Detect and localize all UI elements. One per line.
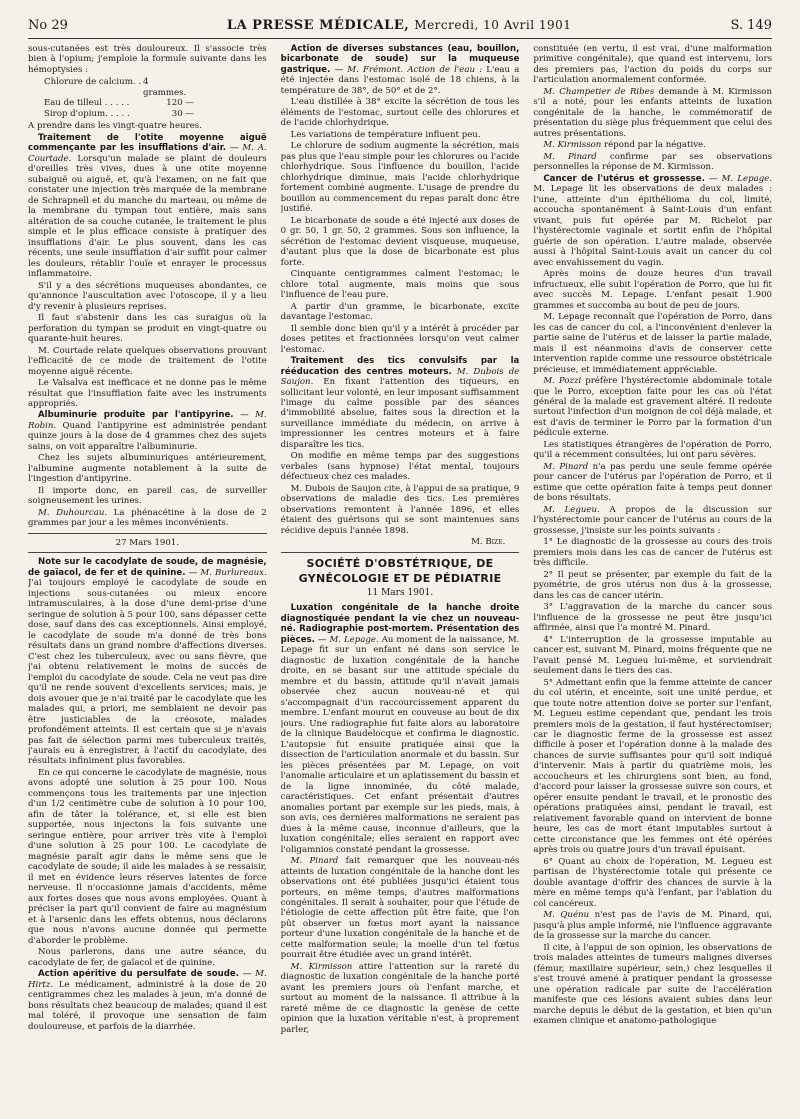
- article-columns: [28, 44, 772, 1111]
- paragraph: M. Kirmisson attire l'attention sur la rareté du diagnostic de luxation congénitale de la hanche porté avant les premiers jours où l'enfant marche, et surtout au moment de la naissance. Il attribue à la rareté même de ce diagnostic la genèse de cette opinion que la luxation véritable n'est, à proprement parler,: [280, 961, 520, 1035]
- article-author: M. Quénu: [543, 910, 590, 921]
- paragraph: 2° Il peut se présenter, par exemple du fait de la pyométrie, de gros utérus non dus à la grossesse, dans les cas de cancer utérin.: [533, 569, 773, 601]
- paragraph: M. Pinard fait remarquer que les nouveau-nés atteints de luxation congénitale de la hanche dont les observations ont été publiées jusqu'ici étaient tous porteurs, en même temps, d'autres malformations congénitales. Il serait à souhaiter, pour que l'étude de l'étiologie de cette affection pût être faite, que l'on pût observer un fœtus mort ayant la naissance porteur d'une luxation congénitale de la hanche et de cette malformation seule; la moelle d'un tel fœtus pourrait être étudiée avec un grand intérêt.: [280, 856, 520, 961]
- paragraph: Il semble donc bien qu'il y a intérêt à procéder par doses petites et fractionnées lorsqu'on veut calmer l'estomac.: [280, 323, 520, 355]
- paragraph: Chez les sujets albuminuriques antérieurement, l'albumine augmente notablement à la suite de l'ingestion d'antipyrine.: [28, 453, 267, 485]
- paragraph: Le Valsalva est inefficace et ne donne pas le même résultat que l'insufflation faite avec les instruments appropriés.: [28, 378, 267, 409]
- paragraph: Luxation congénitale de la hanche droite diagnostiquée pendant la vie chez un nouveau-né. Radiographie post-mortem. Présentation des pièces. — M. Lepage. Au moment de la naissance, M. Lepage fit sur un enfant né dans son service le diagnostic de luxation congénitale de la hanche droite, en se basant sur une attitude spéciale du membre et du bassin, attitude qu'il n'avait jamais observée chez aucun nouveau-né et qui s'accompagnait d'un raccourcissement apparent du membre. L'enfant mourut en couveuse au bout de dix jours. Une radiographie fut faite alors au laboratoire de la clinique Baudelocque et confirma le diagnostic. L'autopsie fut ensuite pratiquée ainsi que la dissection de l'articulation anormale et du bassin. Sur les pièces présentées par M. Lepage, on voit l'anomalie articulaire et un aplatissement du bassin et de la ligne innominée, du côté malade, caractéristiques. Cet enfant présentait d'autres anomalies portant par exemple sur les pieds, mais, à son avis, ces dernières malformations ne seraient pas dues à la même cause, inconnue d'ailleurs, que la luxation congénitale; elles seraient en rapport avec l'oligamnios constaté pendant la grossesse.: [280, 603, 520, 855]
- publication-date: Mercredi, 10 Avril 1901: [414, 17, 572, 32]
- paragraph: 5° Admettant enfin que la femme atteinte de cancer du col utérin, et enceinte, soit une unité perdue, et que toute notre attention doive se porter sur l'enfant, M. Legueu estime cependant que, pendant les trois premiers mois de la gestation, il faut hystérectomiser; car le diagnostic ferme de la grossesse est assez difficile à poser et l'opération donne à la malade des chances de survie suffisantes pour qu'il soit indiqué d'intervenir. Mais à partir du quatrième mois, les accoucheurs et les chirurgiens sont bien, au fond, d'accord pour laisser la grossesse suivre son cours, et opérer ensuite pendant le travail, et le pronostic des opérations pratiquées ainsi, pendant le travail, est relativement favorable quand on intervient de bonne heure, les cas de mort étant imputables surtout à cette circonstance que les femmes ont été opérées après trois ou quatre jours d'un travail épuisant.: [533, 677, 773, 856]
- article-heading: Action apéritive du persulfate de soude.: [38, 969, 239, 980]
- article-author: — M. Burlureaux.: [188, 567, 267, 578]
- paragraph: M. Champetier de Ribes demande à M. Kirmisson s'il a noté, pour les enfants atteints de luxation congénitale de la hanche, le commémoratif de présentation du siège plus fréquemment que celui des autres présentations.: [533, 86, 773, 139]
- society-section-header: [281, 552, 520, 600]
- page-header: [28, 12, 772, 39]
- article-author: — M. Lepage.: [708, 173, 773, 184]
- article-author: M. Legueu.: [543, 504, 600, 515]
- paragraph: 6° Quant au choix de l'opération, M. Legueu est partisan de l'hystérectomie totale qui présente ce double avantage d'offrir des chances de survie à la mère en même temps qu'à l'enfant, par l'ablation du col cancéreux.: [533, 856, 773, 909]
- column-3: [533, 44, 772, 1111]
- column-2: [281, 44, 520, 1111]
- paragraph: Cancer de l'utérus et grossesse. — M. Lepage. M. Lepage lit les observations de deux malades : l'une, atteinte d'un épithélioma du col, limité, accoucha spontanément à Saint-Louis d'un enfant vivant, puis fut opérée par M. Richelot par l'hystérectomie vaginale et sortit enfin de l'hôpital guérie de son opération. L'autre malade, observée aussi à l'hôpital Saint-Louis avait un cancer du col avec envahissement du vagin.: [533, 173, 773, 268]
- article-heading: Traitement de l'otite moyenne aiguë commençante par les insufflations d'air.: [28, 132, 267, 154]
- paragraph: Nous parlerons, dans une autre séance, du cacodylate de fer, de gaïacol et de quinine.: [28, 947, 267, 968]
- article-heading: Traitement des tics convulsifs par la rééducation des centres moteurs.: [280, 356, 520, 377]
- paragraph: constituée (en vertu, il est vrai, d'une malformation primitive congénitale), que quand est intervenu, lors des premiers pas, l'action du poids du corps sur l'articulation anormalement conformée.: [533, 44, 773, 86]
- article-author: M. Pinard: [290, 856, 339, 867]
- paragraph: M. Quénu n'est pas de l'avis de M. Pinard, qui, jusqu'à plus ample informé, nie l'influence aggravante de la grossesse sur la marche du cancer.: [533, 910, 773, 942]
- paragraph: M. Pinard confirme par ses observations personnelles la réponse de M. Kirmisson.: [533, 151, 773, 173]
- article-author: M. Pozzi: [543, 376, 582, 387]
- paragraph: A partir d'un gramme, le bicarbonate, excite davantage l'estomac.: [280, 301, 520, 323]
- paragraph: Action de diverses substances (eau, bouillon, bicarbonate de soude) sur la muqueuse gastrique. — M. Frémont. Action de l'eau : L'eau a été injectée dans l'estomac isolé de 18 chiens, à la température de 38°, de 50° et de 2°.: [280, 44, 520, 96]
- paragraph: Il importe donc, en pareil cas, de surveiller soigneusement les urines.: [28, 485, 267, 507]
- paragraph: Traitement des tics convulsifs par la rééducation des centres moteurs. M. Dubois de Saujon. En fixant l'attention des tiqueurs, en sollicitant leur volonté, en leur imposant suffisamment l'image du calme possible par des séances d'immobilité absolue, faites sous la direction et la surveillance immédiate du médecin, on arrive à impressionner les centres moteurs et à faire disparaître les tics.: [280, 356, 520, 450]
- paragraph: M. Kirmisson répond par la négative.: [543, 140, 706, 151]
- paragraph: 4° L'interruption de la grossesse imputable au cancer est, suivant M. Pinard, moins fréquente que ne l'avait pensé M. Legueu lui-même, et surviendrait seulement dans le tiers des cas.: [533, 634, 773, 677]
- signature: M. Bize.: [471, 537, 506, 548]
- column-1: [28, 44, 267, 1111]
- divider: [28, 552, 267, 553]
- paragraph: On modifie en même temps par des suggestions verbales (sans hypnose) l'état mental, toujours défectueux chez ces malades.: [280, 451, 520, 483]
- article-author: — M. A. Courtade.: [28, 143, 267, 164]
- journal-title: LA PRESSE MÉDICALE, Mercredi, 10 Avril 1901: [226, 17, 572, 33]
- paragraph: Les variations de température influent peu.: [290, 129, 481, 140]
- paragraph: sous-cutanées est très douloureux. Il s'associe très bien à l'opium; j'emploie la formule suivante dans les hémoptysies :: [28, 44, 267, 75]
- paragraph: M. Lepage reconnaît que l'opération de Porro, dans les cas de cancer du col, a l'inconvénient d'enlever la partie saine de l'utérus et de laisser la partie malade, mais il est néanmoins d'avis de conserver cette intervention rapide comme une ressource obstétricale précieuse, et immédiatement appréciable.: [533, 312, 773, 375]
- paragraph: M. Pinard n'a pas perdu une seule femme opérée pour cancer de l'utérus par l'opération de Porro, et il estime que cette opération faite à temps peut donner de bons résultats.: [533, 461, 773, 504]
- article-author: M. Pinard: [543, 461, 589, 472]
- paragraph: Après moins de douze heures d'un travail infructueux, elle subit l'opération de Porro, que lui fit avec succès M. Lepage. L'enfant pesait 1.900 grammes et succomba au bout de peu de jours.: [533, 269, 773, 311]
- article-author: — M. Lepage.: [317, 634, 379, 645]
- paragraph: Les statistiques étrangères de l'opération de Porro, qu'il a récemment consultées, lui ont paru sévères.: [533, 439, 773, 461]
- paragraph: A prendre dans les vingt-quatre heures.: [28, 121, 202, 132]
- divider: [28, 533, 267, 534]
- paragraph: S'il y a des sécrétions muqueuses abondantes, ce qu'annonce l'auscultation avec l'otoscope, il y a lieu d'y revenir à plusieurs reprises.: [28, 280, 267, 312]
- paragraph: 3° L'aggravation de la marche du cancer sous l'influence de la grossesse ne peut être jusqu'ici affirmée, ainsi que l'a montré M. Pinard.: [533, 602, 773, 634]
- page-number: S. 149: [730, 17, 772, 33]
- prescription: [44, 77, 267, 119]
- paragraph: M. Courtade relate quelques observations prouvant l'efficacité de ce mode de traitement de l'otite moyenne aiguë récente.: [28, 345, 267, 377]
- paragraph: M. Duhourcau. La phénacétine à la dose de 2 grammes par jour a les mêmes inconvénients.: [28, 507, 267, 529]
- society-date: 11 Mars 1901.: [366, 588, 434, 599]
- article-author: — M. Frémont. Action de l'eau :: [334, 64, 483, 75]
- article-heading: Cancer de l'utérus et grossesse.: [543, 173, 705, 184]
- article-author: M. Champetier de Ribes: [543, 86, 655, 97]
- article-author: M. Kirmisson: [543, 140, 602, 151]
- paragraph: Le bicarbonate de soude a été injecté aux doses de 0 gr. 50, 1 gr. 50, 2 grammes. Sous son influence, la sécrétion de l'estomac devient visqueuse, muqueuse, d'autant plus que la dose de bicarbonate est plus forte.: [280, 215, 520, 268]
- paragraph: 1° Le diagnostic de la grossesse au cours des trois premiers mois dans les cas de cancer de l'utérus est très difficile.: [533, 537, 773, 569]
- prescription-line: Chlorure de calcium. . 4 grammes.: [44, 77, 187, 98]
- article-heading: Luxation congénitale de la hanche droite diagnostiquée pendant la vie chez un nouveau-né. Radiographie post-mortem. Présentation des pièces.: [280, 603, 520, 645]
- paragraph: Action apéritive du persulfate de soude. — M. Hirtz. Le médicament, administré à la dose de 20 centigrammes chez les malades à jeun, m'a donné de bons résultats chez beaucoup de malades; quand il est mal toléré, il provoque une sensation de faim douloureuse, et parfois de la diarrhée.: [28, 969, 267, 1032]
- paragraph: Il faut s'abstenir dans les cas suraigus où la perforation du tympan se produit en vingt-quatre ou quarante-huit heures.: [28, 313, 267, 345]
- paragraph: M. Pozzi préfère l'hystérectomie abdominale totale que le Porro, exception faite pour les cas où l'état général de la malade est gravement altéré. Il redoute surtout l'infection d'un moignon de col déjà malade, et est d'avis de terminer le Porro par la formation d'un pédicule externe.: [533, 376, 773, 439]
- session-date: 27 Mars 1901.: [115, 537, 180, 548]
- issue-number: No 29: [28, 17, 68, 33]
- paragraph: L'eau distillée à 38° excite la sécrétion de tous les éléments de l'estomac, surtout celle des chlorures et de l'acide chlorhydrique.: [280, 97, 520, 129]
- paragraph: Note sur le cacodylate de soude, de magnésie, de gaïacol, de fer et de quinine. — M. Burlureaux. J'ai toujours employé le cacodylate de soude en injections sous-cutanées ou mieux encore intramusculaires, à la dose d'une demi-prise d'une seringue de solution à 5 pour 100, sans dépasser cette dose, sauf dans des cas exceptionnels. Ainsi employé, le cacodylate de soude m'a donné de très bons résultats dans un grand nombre d'affections diverses. C'est chez les tuberculeux, avec ou sans fièvre, que j'ai obtenu relativement le moins de succès de l'emploi du cacodylate de soude. Cela ne veut pas dire qu'il ne rende souvent d'excellents services; mais, je dois avouer que je n'ai traité par le cacodylate que les malades qui, a priori, me semblaient ne devoir pas être justiciables de la créosote, malades profondément atteints. Il est certain que si je n'avais pas fait de sélection parmi mes tuberculeux traités, j'aurais eu à enregistrer, à l'actif du cacodylate, des résultats infiniment plus favorables.: [28, 557, 267, 767]
- paragraph: M. Dubois de Saujon cite, à l'appui de sa pratique, 9 observations de maladie des tics. Les premières observations remontent à l'année 1896, et elles étaient des guérisons qui se sont maintenues sans récidive depuis l'année 1898.: [280, 483, 520, 536]
- article-heading: Note sur le cacodylate de soude, de magnésie, de gaïacol, de fer et de quinine.: [28, 557, 267, 578]
- article-author: M. Kirmisson: [290, 961, 353, 972]
- paragraph: Le chlorure de sodium augmente la sécrétion, mais pas plus que l'eau simple pour les chlorures ou l'acide chlorhydrique. Sous l'influence du bouillon, l'acide chlorhydrique diminue, mais l'acide chlorhydrique fortement combiné augmente. L'usage de prendre du bouillon au commencement du repas paraît donc être justifié.: [280, 141, 520, 215]
- paragraph: Il cite, à l'appui de son opinion, les observations de trois malades atteintes de tumeurs malignes diverses (fémur, maxillaire supérieur, sein,) chez lesquelles il s'est trouvé amené à pratiquer pendant la grossesse une opération radicale par suite de l'accélération manifeste que ces lésions avaient subies dans leur marche depuis le début de la gestation, et bien qu'un examen clinique et anatomo-pathologique: [533, 942, 773, 1027]
- paragraph: M. Legueu. A propos de la discussion sur l'hystérectomie pour cancer de l'utérus au cours de la grossesse, j'insiste sur les points suivants :: [533, 504, 773, 536]
- paragraph: Cinquante centigrammes calment l'estomac; le chlore total augmente, mais moins que sous l'influence de l'eau pure.: [280, 269, 520, 301]
- article-author: M. Dubois de Saujon.: [280, 366, 520, 388]
- paragraph: Traitement de l'otite moyenne aiguë commençante par les insufflations d'air. — M. A. Courtade. Lorsqu'un malade se plaint de douleurs d'oreilles très vives, dues à une otite moyenne subaiguë ou aiguë, et, qu'à l'examen, on ne fait que constater une injection très marquée de la membrane de Schrapnell et du manche du marteau, ou même de la membrane du tympan tout entière, mais sans altération de sa couche cutanée, le traitement le plus simple et le plus efficace consiste à pratiquer des insufflations d'air. Le plus souvent, dans les cas récents, une seule insufflation d'air suffit pour calmer les douleurs, rétablir l'ouïe et enrayer le processus inflammatoire.: [28, 132, 267, 280]
- article-author: M. Pinard: [543, 151, 597, 162]
- prescription-line: Sirop d'opium. . . . . 30 —: [44, 108, 194, 119]
- society-title: SOCIÉTÉ D'OBSTÉTRIQUE, DE GYNÉCOLOGIE ET DE PÉDIATRIE: [298, 556, 502, 585]
- article-author: — M. Robin.: [28, 410, 267, 431]
- paragraph: En ce qui concerne le cacodylate de magnésie, nous avons adopté une solution à 25 pour 100. Nous commençons tous les traitements par une injection d'un 1/2 centimètre cube de solution à 10 pour 100, afin de tâter la tolérance, et, si elle est bien supportée, nous injectons la fois suivante une seringue entière, pour arriver très vite à l'emploi d'une solution à 25 pour 100. Le cacodylate de magnésie paraît agir dans le même sens que le cacodylate de soude; il aide les malades à se ressaisir, il met en évidence leurs réserves latentes de force nerveuse. Il n'occasionne jamais d'accidents, même aux fortes doses que nous avons employées. Quant à préciser la part qu'il convient de faire au magnésium et à l'arsenic dans les effets obtenus, nous déclarons que nous n'avons aucune donnée qui permette d'aborder le problème.: [28, 767, 267, 946]
- article-author: M. Duhourcau.: [38, 507, 108, 518]
- article-author: — M. Hirtz.: [28, 969, 267, 990]
- paragraph: Albuminurie produite par l'antipyrine. — M. Robin. Quand l'antipyrine est administrée pendant quinze jours à la dose de 4 grammes chez des sujets sains, on voit apparaître l'albuminurie.: [28, 410, 267, 452]
- article-heading: Action de diverses substances (eau, bouillon, bicarbonate de soude) sur la muqueuse gastrique.: [280, 44, 520, 75]
- prescription-line: Eau de tilleul . . . . . 120 —: [44, 98, 194, 109]
- article-heading: Albuminurie produite par l'antipyrine.: [38, 410, 234, 421]
